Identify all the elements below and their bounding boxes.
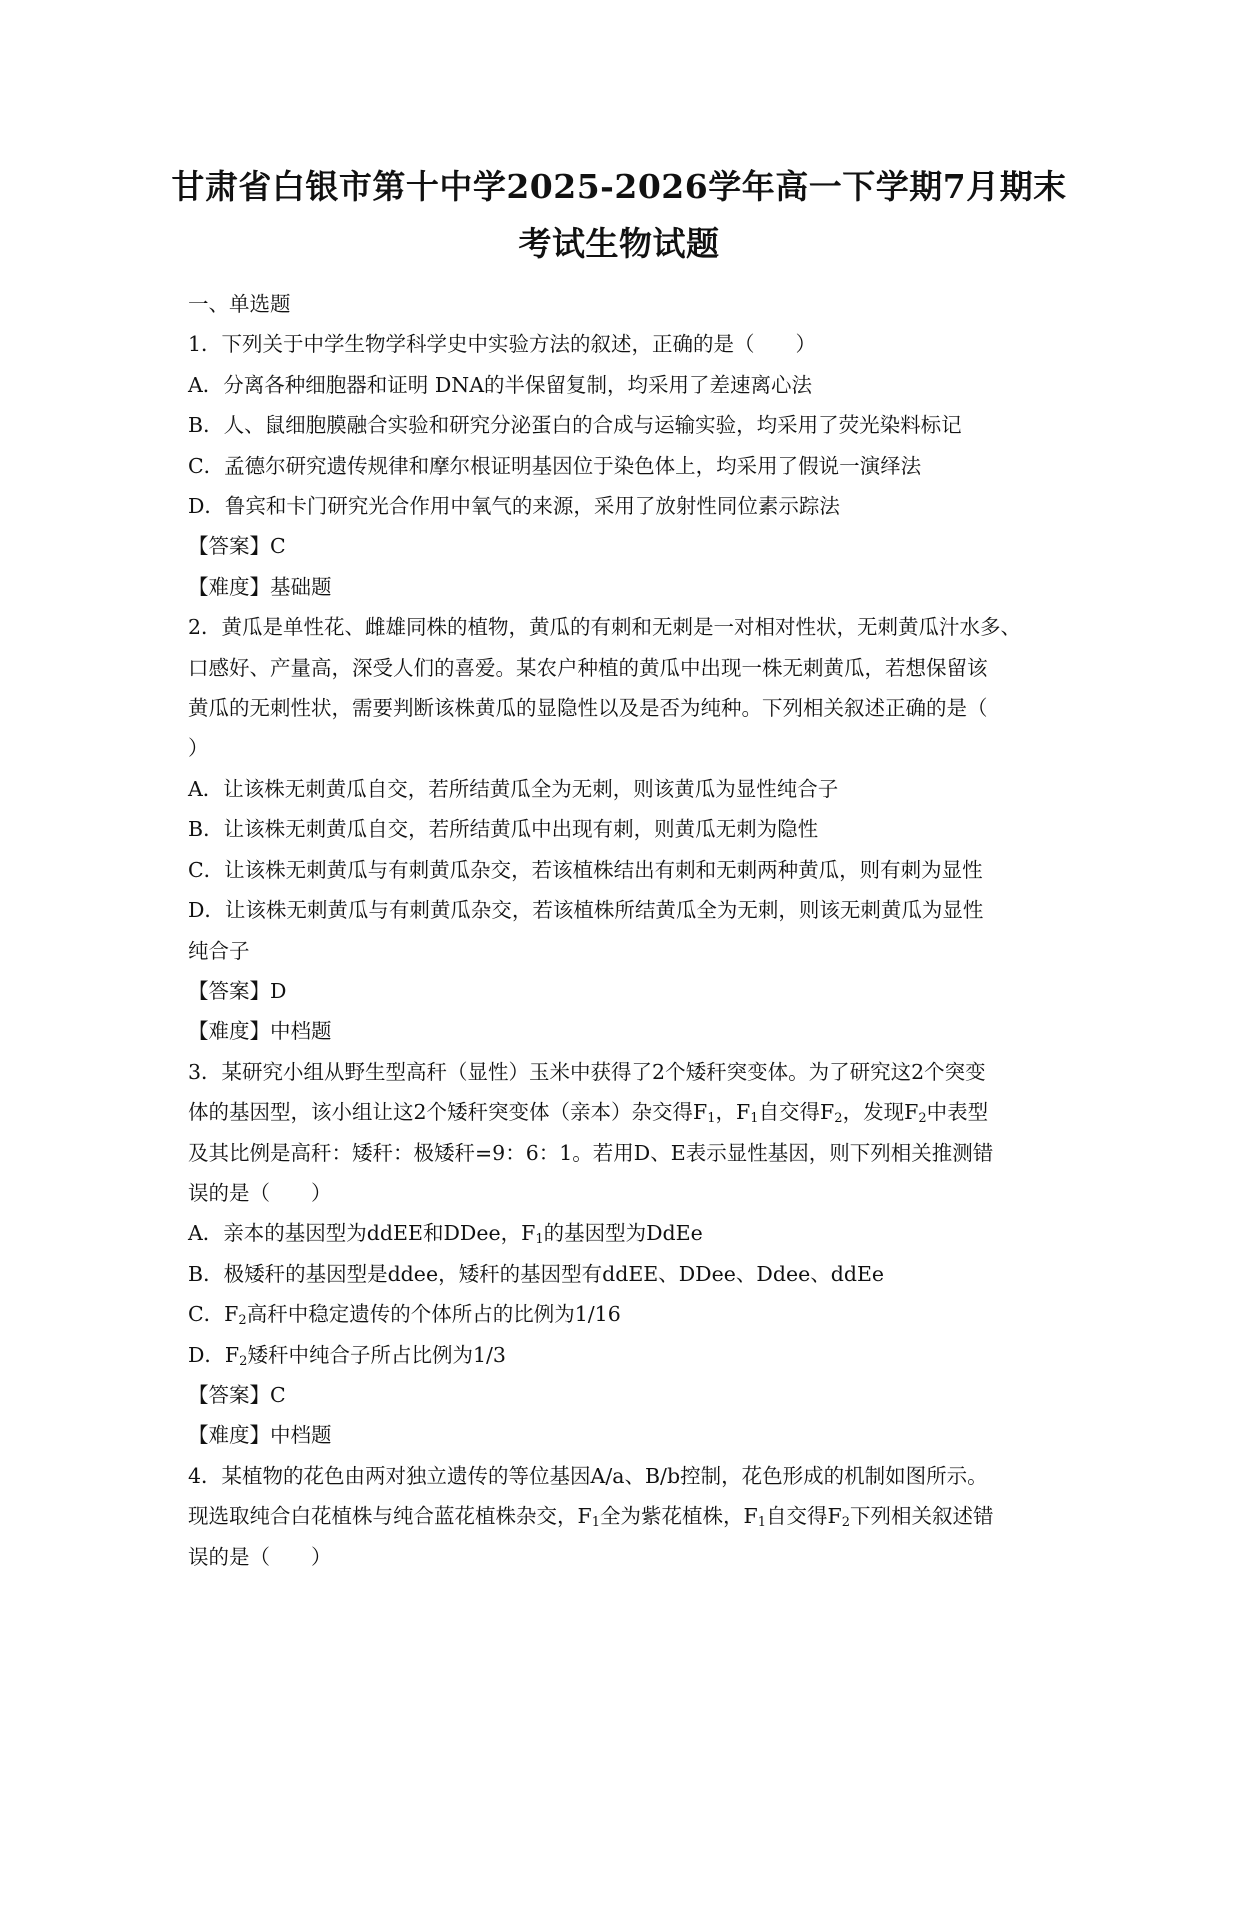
q3-difficulty: 【难度】中档题 (188, 1423, 332, 1448)
q3-option-d (188, 1335, 1090, 1375)
q4-stem-2-part-b: 全为紫花植株，F (600, 1504, 758, 1529)
q3-stem-2-part-a: 体的基因型，该小组让这2个矮秆突变体（亲本）杂交得F (188, 1100, 708, 1125)
subscript: 2 (918, 1111, 927, 1127)
subscript: 2 (841, 1515, 851, 1531)
q2-difficulty: 【难度】中档题 (188, 1019, 332, 1044)
q3-option-a-post: 的基因型为DdEe (543, 1221, 703, 1246)
q4-stem-line-2 (188, 1496, 1090, 1536)
q3-stem-line-2 (188, 1092, 1090, 1132)
q4-stem-2-part-c: 自交得F (766, 1504, 842, 1529)
q2-option-a: A．让该株无刺黄瓜自交，若所结黄瓜全为无刺，则该黄瓜为显性纯合子 (188, 776, 839, 801)
q3-option-d-pre: D．F (188, 1342, 240, 1367)
q3-option-a-pre: A．亲本的基因型为ddEE和DDee，F (188, 1221, 536, 1246)
title-line-2: 考试生物试题 (518, 224, 720, 263)
title-line-1: 甘肃省白银市第十中学2025-2026学年高一下学期7月期末 (171, 167, 1067, 206)
q2-option-d-line-2: 纯合子 (188, 938, 250, 963)
q2-option-b: B．让该株无刺黄瓜自交，若所结黄瓜中出现有刺，则黄瓜无刺为隐性 (188, 817, 819, 842)
q2-option-c: C．让该株无刺黄瓜与有刺黄瓜杂交，若该植株结出有刺和无刺两种黄瓜，则有刺为显性 (188, 857, 983, 882)
q4-stem-line-1: 4．某植物的花色由两对独立遗传的等位基因A/a、B/b控制，花色形成的机制如图所示。 (188, 1463, 988, 1488)
q2-stem-line-4: ） (188, 736, 209, 761)
q3-stem-line-3: 及其比例是高秆：矮秆：极矮秆=9：6：1。若用D、E表示显性基因，则下列相关推测错 (188, 1140, 994, 1165)
q2-stem-line-3: 黄瓜的无刺性状，需要判断该株黄瓜的显隐性以及是否为纯种。下列相关叙述正确的是（ (188, 696, 988, 721)
document-page (0, 158, 1240, 1912)
q3-option-a (188, 1213, 1090, 1253)
q3-option-b: B．极矮秆的基因型是ddee，矮秆的基因型有ddEE、DDee、Ddee、ddEe (188, 1261, 885, 1286)
q4-stem-2-part-d: 下列相关叙述错 (850, 1504, 994, 1529)
q3-stem-line-1: 3．某研究小组从野生型高秆（显性）玉米中获得了2个矮秆突变体。为了研究这2个突变 (188, 1059, 986, 1084)
q3-stem-2-part-e: 中表型 (926, 1100, 989, 1125)
document-title (168, 158, 1070, 272)
q2-option-d-line-1: D．让该株无刺黄瓜与有刺黄瓜杂交，若该植株所结黄瓜全为无刺，则该无刺黄瓜为显性 (188, 898, 984, 923)
q2-stem-line-1: 2．黄瓜是单性花、雌雄同株的植物，黄瓜的有刺和无刺是一对相对性状，无刺黄瓜汁水多、 (188, 615, 1022, 640)
q1-option-a: A．分离各种细胞器和证明 DNA的半保留复制，均采用了差速离心法 (188, 372, 812, 397)
q3-stem-2-part-c: 自交得F (758, 1100, 835, 1125)
q1-difficulty: 【难度】基础题 (188, 574, 332, 599)
q1-answer: 【答案】C (188, 534, 286, 559)
section-heading: 一、单选题 (188, 292, 291, 316)
q3-option-c-pre: C．F (188, 1302, 239, 1327)
q1-option-c: C．孟德尔研究遗传规律和摩尔根证明基因位于染色体上，均采用了假说一演绎法 (188, 453, 922, 478)
q1-stem: 1．下列关于中学生物学科学史中实验方法的叙述，正确的是（ ） (188, 332, 817, 357)
q2-stem-line-2: 口感好、产量高，深受人们的喜爱。某农户种植的黄瓜中出现一株无刺黄瓜，若想保留该 (188, 655, 988, 680)
subscript: 1 (750, 1111, 759, 1127)
q1-option-b: B．人、鼠细胞膜融合实验和研究分泌蛋白的合成与运输实验，均采用了荧光染料标记 (188, 413, 962, 438)
subscript: 1 (591, 1515, 601, 1531)
q3-answer: 【答案】C (188, 1382, 286, 1407)
document-body (188, 284, 1090, 1577)
q4-stem-2-part-a: 现选取纯合白花植株与纯合蓝花植株杂交，F (188, 1504, 592, 1529)
subscript: 2 (834, 1111, 843, 1127)
q3-stem-2-part-b: ，F (715, 1100, 751, 1125)
q4-stem-line-3: 误的是（ ） (188, 1544, 332, 1569)
q3-option-d-post: 矮秆中纯合子所占比例为1/3 (247, 1342, 506, 1367)
subscript: 1 (535, 1232, 544, 1248)
subscript: 2 (238, 1313, 247, 1329)
q1-option-d: D．鲁宾和卡门研究光合作用中氧气的来源，采用了放射性同位素示踪法 (188, 494, 840, 519)
subscript: 1 (707, 1111, 716, 1127)
subscript: 1 (757, 1515, 767, 1531)
q3-option-c-post: 高秆中稳定遗传的个体所占的比例为1/16 (246, 1302, 621, 1327)
q2-answer: 【答案】D (188, 978, 287, 1003)
q3-option-c (188, 1294, 1090, 1334)
q3-stem-line-4: 误的是（ ） (188, 1180, 332, 1205)
q3-stem-2-part-d: ，发现F (842, 1100, 919, 1125)
subscript: 2 (239, 1353, 248, 1369)
